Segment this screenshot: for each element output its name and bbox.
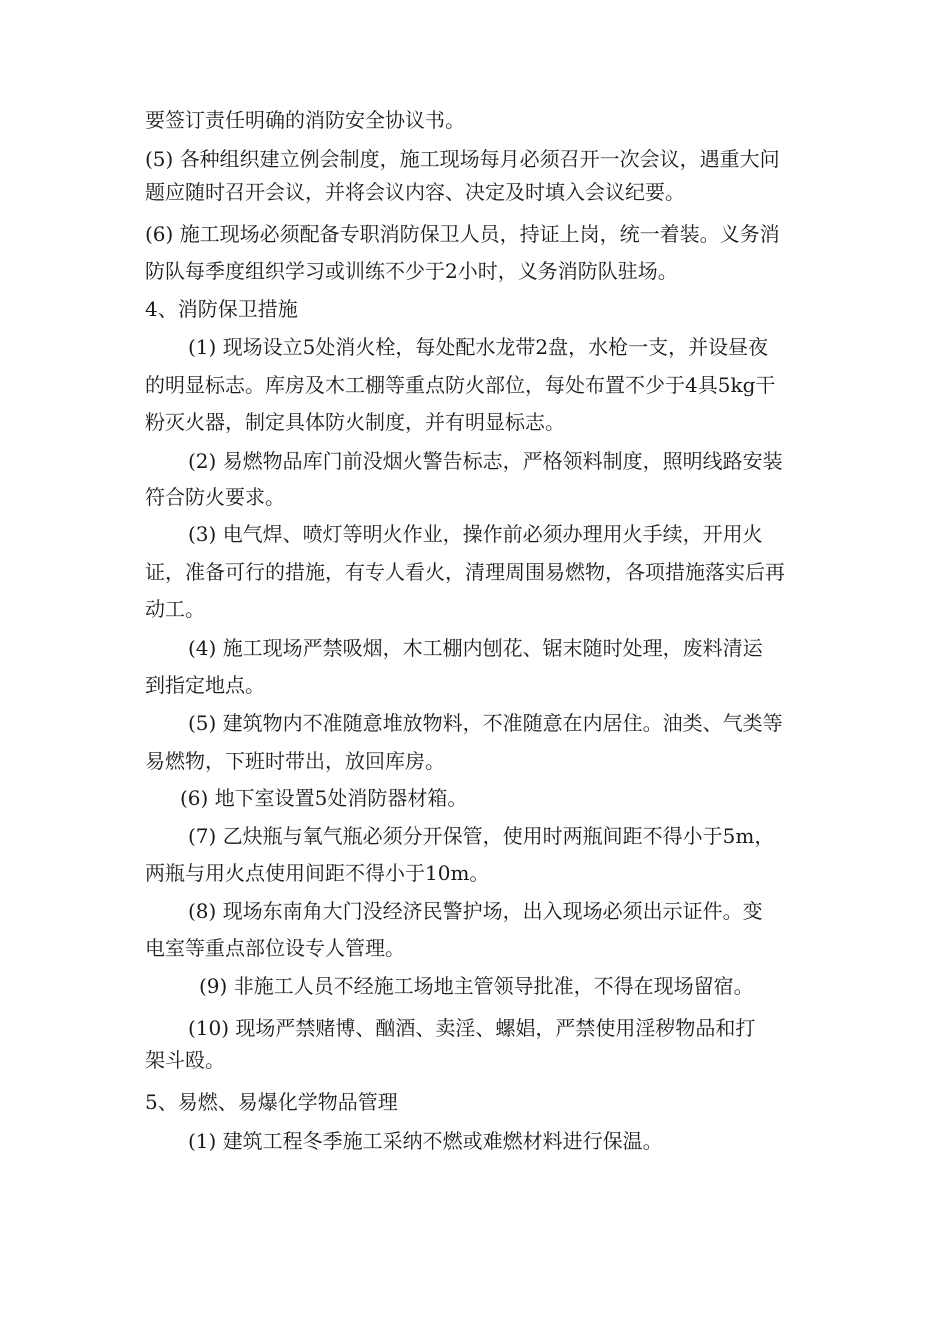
text-line: 题应随时召开会议，并将会议内容、决定及时填入会议纪要。 [145, 180, 685, 204]
section-heading: 4、消防保卫措施 [145, 297, 298, 321]
text-line: 符合防火要求。 [145, 485, 285, 509]
text-line: 两瓶与用火点使用间距不得小于10m。 [145, 861, 490, 885]
text-line: (4) 施工现场严禁吸烟，木工棚内刨花、锯末随时处理，废料清运 [188, 636, 763, 660]
text-line: (6) 施工现场必须配备专职消防保卫人员，持证上岗，统一着装。义务消 [145, 222, 780, 246]
text-line: 粉灭火器，制定具体防火制度，并有明显标志。 [145, 410, 565, 434]
text-line: 电室等重点部位设专人管理。 [145, 936, 405, 960]
text-line: (8) 现场东南角大门没经济民警护场，出入现场必须出示证件。变 [188, 899, 763, 923]
text-line: (7) 乙炔瓶与氧气瓶必须分开保管，使用时两瓶间距不得小于5m， [188, 824, 775, 848]
text-line: (5) 各种组织建立例会制度，施工现场每月必须召开一次会议，遇重大问 [145, 147, 780, 171]
text-line: (2) 易燃物品库门前没烟火警告标志，严格领料制度，照明线路安装 [188, 449, 783, 473]
text-line: 的明显标志。库房及木工棚等重点防火部位，每处布置不少于4具5kg干 [145, 373, 776, 397]
section-heading: 5、易燃、易爆化学物品管理 [145, 1090, 398, 1114]
text-line: (1) 现场设立5处消火栓，每处配水龙带2盘，水枪一支，并设昼夜 [188, 335, 769, 359]
text-line: (10) 现场严禁赌博、酗酒、卖淫、螺娼，严禁使用淫秽物品和打 [188, 1016, 756, 1040]
text-line: 要签订责任明确的消防安全协议书。 [145, 108, 465, 132]
text-line: 到指定地点。 [145, 673, 265, 697]
text-line: (5) 建筑物内不准随意堆放物料，不准随意在内居住。油类、气类等 [188, 711, 783, 735]
text-line: 易燃物，下班时带出，放回库房。 [145, 749, 445, 773]
text-line: 动工。 [145, 597, 205, 621]
text-line: 证，准备可行的措施，有专人看火，清理周围易燃物，各项措施落实后再 [145, 560, 785, 584]
text-line: (9) 非施工人员不经施工场地主管领导批准，不得在现场留宿。 [199, 974, 754, 998]
text-line: 防队每季度组织学习或训练不少于2小时，义务消防队驻场。 [145, 259, 678, 283]
text-line: (6) 地下室设置5处消防器材箱。 [180, 786, 468, 810]
text-line: (3) 电气焊、喷灯等明火作业，操作前必须办理用火手续，开用火 [188, 522, 763, 546]
text-line: 架斗殴。 [145, 1048, 225, 1072]
text-line: (1) 建筑工程冬季施工采纳不燃或难燃材料进行保温。 [188, 1129, 663, 1153]
